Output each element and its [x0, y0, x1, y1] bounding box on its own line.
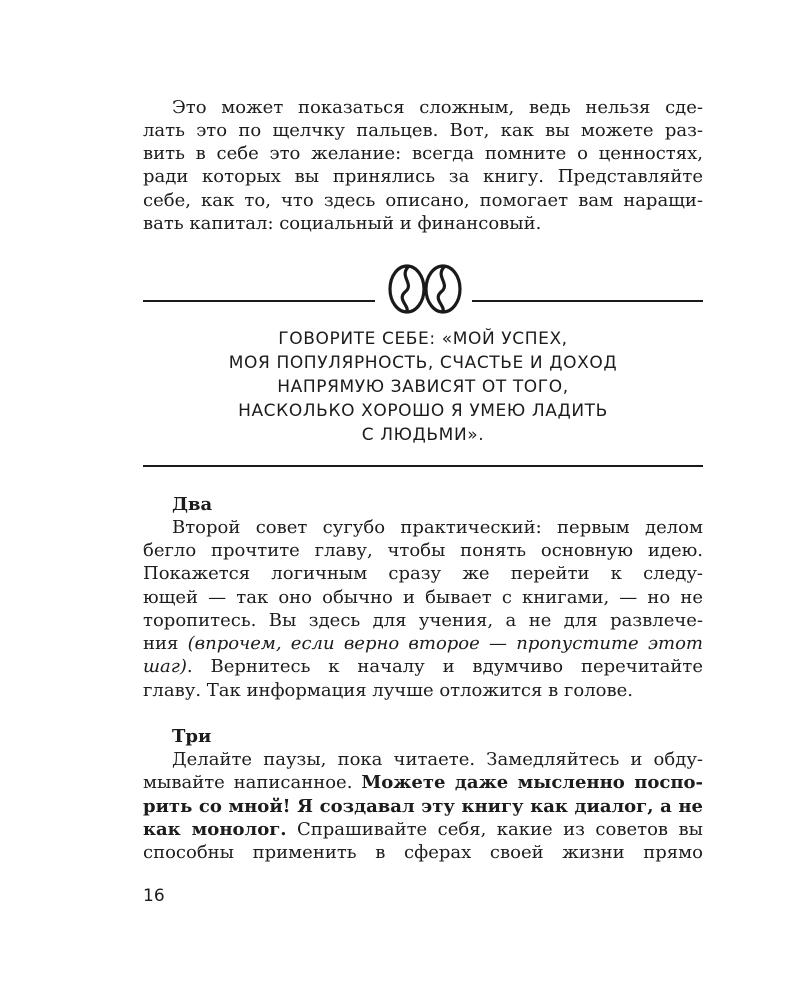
text-fragment: . Вернитесь к началу и вдумчиво перечитайте	[186, 656, 703, 677]
text-line: рить со мной! Я создавал эту книгу как диалог, а не	[143, 796, 703, 817]
text-line: вать капитал: социальный и финансовый.	[143, 213, 542, 234]
divider-bottom	[143, 465, 703, 467]
text-line: вить в себе это желание: всегда помните о ценностях,	[143, 143, 703, 164]
text-fragment: Спрашивайте себя, какие из советов вы	[296, 819, 703, 840]
quote-line: ГОВОРИТЕ СЕБЕ: «МОЙ УСПЕХ,	[278, 329, 568, 349]
divider-left	[143, 300, 375, 302]
quote-line: НАСКОЛЬКО ХОРОШО Я УМЕЮ ЛАДИТЬ	[238, 401, 608, 421]
divider-right	[472, 300, 703, 302]
coffee-beans-icon	[387, 262, 463, 316]
quote-line: НАПРЯМУЮ ЗАВИСЯТ ОТ ТОГО,	[277, 377, 569, 397]
text-line	[143, 655, 703, 679]
text-line: ющей — так оно обычно и бывает с книгами, — но не	[143, 587, 703, 608]
text-line	[143, 632, 703, 656]
text-line: Покажется логичным сразу же перейти к следу-	[143, 563, 703, 584]
italic-fragment: (впрочем, если верно второе — пропустите этот	[187, 633, 703, 654]
text-line: главу. Так информация лучше отложится в голове.	[143, 680, 633, 701]
italic-fragment: шаг)	[143, 656, 187, 677]
text-line: ради которых вы принялись за книгу. Представляйте	[143, 166, 703, 187]
text-fragment: мывайте написанное.	[143, 772, 353, 793]
bold-fragment: как монолог.	[143, 819, 287, 840]
text-line: Второй совет сугубо практический: первым делом	[172, 517, 703, 538]
text-fragment: ния	[143, 633, 179, 654]
quote-line: С ЛЮДЬМИ».	[361, 425, 485, 445]
text-line	[143, 818, 703, 842]
text-line: торопитесь. Вы здесь для учения, а не для развлече-	[143, 610, 703, 631]
page-number: 16	[143, 886, 165, 906]
quote-line: МОЯ ПОПУЛЯРНОСТЬ, СЧАСТЬЕ И ДОХОД	[228, 353, 618, 373]
bold-fragment: Можете даже мысленно поспо-	[361, 772, 703, 793]
section-heading: Два	[172, 494, 213, 515]
text-line: Это может показаться сложным, ведь нельзя сде-	[172, 97, 703, 118]
text-line: Делайте паузы, пока читаете. Замедляйтесь и обду-	[172, 749, 703, 770]
pull-quote	[143, 327, 703, 447]
text-line: себе, как то, что здесь описано, помогает вам наращи-	[143, 190, 703, 211]
section-heading: Три	[172, 726, 212, 747]
text-line: способны применить в сферах своей жизни прямо	[143, 842, 703, 863]
text-line: бегло прочтите главу, чтобы понять основную идею.	[143, 540, 703, 561]
text-line: лать это по щелчку пальцев. Вот, как вы можете раз-	[143, 120, 703, 141]
text-line	[143, 771, 703, 795]
